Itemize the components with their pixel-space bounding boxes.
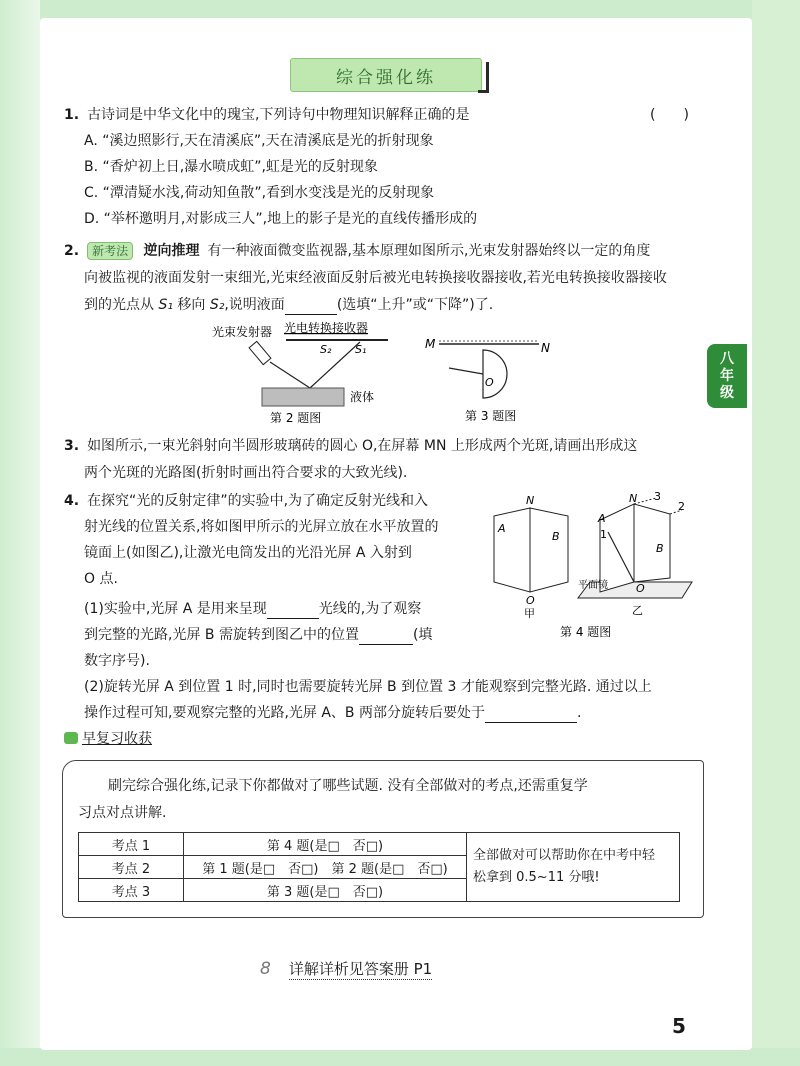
question-number: 1. (64, 107, 80, 123)
yi-label: 乙 (632, 604, 643, 617)
q4-p1-b: 光线的,为了观察 (318, 601, 422, 617)
liquid-block (262, 388, 344, 406)
q1-option-b: B. “香炉初上日,瀑水喷成虹”,虹是光的反射现象 (84, 159, 378, 175)
q1-stem (64, 105, 470, 125)
review-heading (64, 728, 152, 748)
q4-blank-2[interactable] (359, 630, 413, 645)
page-number: 5 (672, 1014, 686, 1038)
q2-answer-blank[interactable] (285, 300, 337, 315)
n-label: N (541, 341, 550, 355)
answer-reference (260, 958, 432, 980)
question-number: 3. (64, 438, 80, 454)
fig3-caption: 第 3 题图 (465, 409, 517, 423)
q4-p1-c: 到完整的光路,光屏 B 需旋转到图乙中的位置 (84, 627, 359, 643)
note-cell (467, 833, 680, 902)
grade-tab-char: 级 (720, 384, 734, 401)
o-label-jia: O (526, 594, 535, 607)
point-cell: 考点 3 (79, 879, 184, 902)
a-label-yi: A (598, 512, 606, 525)
emitter-device (249, 341, 271, 364)
items-cell[interactable]: 第 3 题(是□ 否□) (184, 879, 467, 902)
table-row (79, 833, 680, 856)
position-3-label: 3 (654, 492, 661, 503)
fig4-caption: 第 4 题图 (560, 625, 612, 639)
figure-3-diagram (425, 330, 565, 430)
position-1-label: 1 (600, 528, 607, 541)
n-label-yi: N (629, 492, 638, 505)
screen-a-panel (494, 508, 530, 592)
q1-option-d: D. “举杯邀明月,对影成三人”,地上的影子是光的直线传播形成的 (84, 211, 478, 227)
point-s2-label: S₂ (209, 297, 225, 313)
b-label-yi: B (656, 542, 664, 555)
position-3-line (634, 498, 656, 504)
q4-p2-b: 操作过程可知,要观察完整的光路,光屏 A、B 两部分旋转后要处于 (84, 705, 485, 721)
q2-line1-text: 有一种液面微变监视器,基本原理如图所示,光束发射器始终以一定的角度 (207, 243, 651, 259)
incident-ray (270, 362, 310, 388)
q2-line1 (64, 241, 650, 261)
q4-line4: O 点. (84, 571, 118, 587)
incident-ray (449, 368, 483, 374)
b-label-jia: B (552, 530, 560, 543)
review-heading-text: 早复习收获 (82, 731, 152, 747)
question-number: 2. (64, 243, 80, 259)
items-cell[interactable]: 第 4 题(是□ 否□) (184, 833, 467, 856)
q4-line3: 镜面上(如图乙),让激光电筒发出的光沿光屏 A 入射到 (84, 545, 412, 561)
q4-blank-3[interactable] (485, 708, 577, 723)
screen-b-panel (530, 508, 568, 592)
page-frame-bottom (0, 1048, 800, 1066)
review-intro-line1: 刷完综合强化练,记录下你都做对了哪些试题. 没有全部做对的考点,还需重复学 (108, 778, 588, 794)
jia-label: 甲 (524, 607, 535, 620)
q1-answer-paren: ( ) (650, 107, 689, 123)
new-method-badge: 新考法 (87, 242, 133, 260)
screen-b-rotated (634, 504, 670, 582)
answer-reference-text: 详解详析见答案册 P1 (288, 960, 433, 978)
page-frame-left (0, 0, 40, 1066)
q4-part1-line3: 数字序号). (84, 653, 150, 669)
reflected-ray (310, 342, 360, 388)
n-label-jia: N (526, 494, 535, 507)
q3-line1-text: 如图所示,一束光斜射向半圆形玻璃砖的圆心 O,在屏幕 MN 上形成两个光斑,请画出形成这 (87, 438, 638, 454)
q2-line3 (84, 295, 493, 315)
o-label-yi: O (636, 582, 645, 595)
mirror-label: 平面镜 (578, 580, 608, 591)
point-s1-label: S₁ (158, 297, 173, 313)
q4-part2-line2 (84, 703, 581, 723)
emitter-label: 光束发射器 (212, 325, 273, 339)
q4-blank-1[interactable] (267, 604, 319, 619)
title-bracket-decoration (478, 62, 489, 93)
note-line2: 松拿到 0.5~11 分哦! (473, 870, 600, 885)
q4-part1-line1 (84, 599, 421, 619)
figure-2-diagram (200, 318, 400, 428)
page-frame-right (752, 0, 800, 1066)
pencil-icon: 8 (260, 959, 271, 979)
section-title: 综合强化练 (290, 58, 482, 92)
q1-option-c: C. “潭清疑水浅,荷动知鱼散”,看到水变浅是光的反射现象 (84, 185, 435, 201)
q2-line3-a: 到的光点从 (84, 297, 154, 313)
question-number: 4. (64, 493, 80, 509)
q2-tag: 逆向推理 (143, 243, 200, 259)
q2-line3-d: (选填“上升”或“下降”)了. (336, 297, 494, 313)
q4-line1-text: 在探究“光的反射定律”的实验中,为了确定反射光线和入 (87, 493, 429, 509)
point-cell: 考点 1 (79, 833, 184, 856)
figure-4-diagram (486, 492, 702, 642)
q4-p1-d: (填 (412, 627, 433, 643)
grade-tab-char: 年 (720, 367, 734, 384)
note-line1: 全部做对可以帮助你在中考中轻 (473, 848, 656, 863)
grade-tab-char: 八 (720, 350, 734, 367)
q2-line3-c: ,说明液面 (224, 297, 285, 313)
position-2-label: 2 (678, 500, 685, 513)
score-table (78, 832, 680, 902)
q4-p1-a: (1)实验中,光屏 A 是用来呈现 (84, 601, 267, 617)
semicircle-glass-brick (483, 350, 507, 398)
q1-option-a: A. “溪边照影行,天在清溪底”,天在清溪底是光的折射现象 (84, 133, 434, 149)
q3-line1 (64, 436, 637, 456)
point-cell: 考点 2 (79, 856, 184, 879)
s2-label: S₂ (320, 343, 332, 356)
q2-line3-b: 移向 (177, 297, 206, 313)
review-intro-line2: 习点对点讲解. (78, 805, 167, 821)
liquid-label: 液体 (350, 390, 375, 404)
q3-line2: 两个光斑的光路图(折射时画出符合要求的大致光线). (84, 465, 408, 481)
fig2-caption: 第 2 题图 (270, 411, 322, 425)
q4-line1 (64, 491, 428, 511)
q1-stem-text: 古诗词是中华文化中的瑰宝,下列诗句中物理知识解释正确的是 (87, 107, 470, 123)
q4-line2: 射光线的位置关系,将如图甲所示的光屏立放在水平放置的 (84, 519, 439, 535)
q4-part2-line1: (2)旋转光屏 A 到位置 1 时,同时也需要旋转光屏 B 到位置 3 才能观察到完整光路. 通过以上 (84, 679, 652, 695)
q4-p2-c: . (576, 705, 582, 721)
m-label: M (425, 337, 436, 351)
leaf-icon (64, 732, 78, 744)
q4-part1-line2 (84, 625, 432, 645)
a-label-jia: A (498, 522, 506, 535)
s1-label: S₁ (355, 343, 367, 356)
o-label: O (485, 376, 494, 389)
q2-line2: 向被监视的液面发射一束细光,光束经液面反射后被光电转换接收器接收,若光电转换接收器接收 (84, 270, 667, 286)
items-cell[interactable]: 第 1 题(是□ 否□) 第 2 题(是□ 否□) (184, 856, 467, 879)
receiver-label: 光电转换接收器 (284, 321, 369, 335)
grade-side-tab (707, 344, 747, 408)
